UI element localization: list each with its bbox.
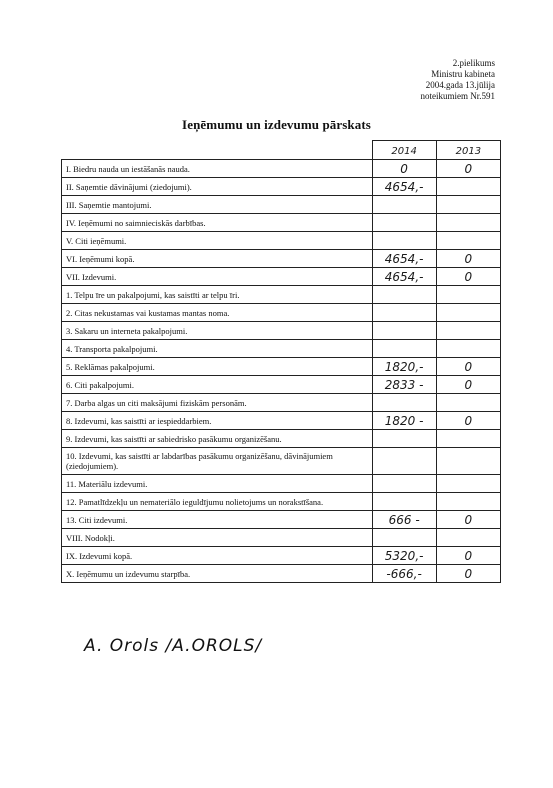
table-row xyxy=(62,412,501,430)
value-current-year: 4654,- xyxy=(372,250,436,268)
signature-text: A. Orols /A.OROLS/ xyxy=(84,636,263,656)
table-row xyxy=(62,340,501,358)
table-row xyxy=(62,529,501,547)
row-label: 12. Pamatlīdzekļu un nemateriālo ieguldījumu nolietojums un norakstīšana. xyxy=(62,493,373,511)
row-label: X. Ieņēmumu un izdevumu starpība. xyxy=(62,565,373,583)
row-label: VII. Izdevumi. xyxy=(62,268,373,286)
row-label: 10. Izdevumi, kas saistīti ar labdarības pasākumu organizēšanu, dāvinājumiem (ziedojumiem). xyxy=(62,448,373,475)
row-label: II. Saņemtie dāvinājumi (ziedojumi). xyxy=(62,178,373,196)
value-previous-year: 0 xyxy=(436,511,500,529)
table-row xyxy=(62,304,501,322)
value-current-year xyxy=(372,394,436,412)
row-label: 13. Citi izdevumi. xyxy=(62,511,373,529)
column-header-current-year xyxy=(372,141,436,160)
annex-note-line: Ministru kabineta xyxy=(431,69,495,79)
value-previous-year xyxy=(436,286,500,304)
value-previous-year: 0 xyxy=(436,160,500,178)
value-previous-year xyxy=(436,214,500,232)
value-current-year: 5320,- xyxy=(372,547,436,565)
column-header-previous-year xyxy=(436,141,500,160)
value-current-year xyxy=(372,430,436,448)
table-row xyxy=(62,322,501,340)
page-title: Ieņēmumu un izdevumu pārskats xyxy=(182,117,371,132)
value-previous-year xyxy=(436,475,500,493)
value-previous-year xyxy=(436,448,500,475)
value-current-year: 2833 - xyxy=(372,376,436,394)
value-current-year xyxy=(372,304,436,322)
table-row xyxy=(62,511,501,529)
table-header-row xyxy=(62,141,501,160)
value-previous-year xyxy=(436,394,500,412)
value-previous-year: 0 xyxy=(436,565,500,583)
value-current-year: 1820,- xyxy=(372,358,436,376)
row-label: 3. Sakaru un interneta pakalpojumi. xyxy=(62,322,373,340)
value-current-year xyxy=(372,340,436,358)
value-current-year: -666,- xyxy=(372,565,436,583)
table-row xyxy=(62,160,501,178)
row-label: 9. Izdevumi, kas saistīti ar sabiedrisko pasākumu organizēšanu. xyxy=(62,430,373,448)
value-previous-year xyxy=(436,529,500,547)
value-previous-year xyxy=(436,430,500,448)
value-current-year xyxy=(372,322,436,340)
table-row xyxy=(62,268,501,286)
value-current-year xyxy=(372,286,436,304)
row-label: 1. Telpu īre un pakalpojumi, kas saistīti ar telpu īri. xyxy=(62,286,373,304)
row-label: V. Citi ieņēmumi. xyxy=(62,232,373,250)
value-previous-year xyxy=(436,493,500,511)
value-current-year: 0 xyxy=(372,160,436,178)
value-current-year xyxy=(372,214,436,232)
row-label: IX. Izdevumi kopā. xyxy=(62,547,373,565)
value-previous-year: 0 xyxy=(436,376,500,394)
year-label: 2014 xyxy=(391,146,417,157)
value-current-year: 1820 - xyxy=(372,412,436,430)
row-label: IV. Ieņēmumi no saimnieciskās darbības. xyxy=(62,214,373,232)
table-row xyxy=(62,358,501,376)
row-label: VI. Ieņēmumi kopā. xyxy=(62,250,373,268)
table-row xyxy=(62,430,501,448)
row-label: 2. Citas nekustamas vai kustamas mantas noma. xyxy=(62,304,373,322)
annex-note-line: 2004.gada 13.jūlija xyxy=(425,80,495,90)
table-row xyxy=(62,232,501,250)
table-row xyxy=(62,286,501,304)
signature xyxy=(84,636,262,656)
row-label: 11. Materiālu izdevumi. xyxy=(62,475,373,493)
value-current-year xyxy=(372,196,436,214)
table-row xyxy=(62,394,501,412)
table-row xyxy=(62,214,501,232)
table-row xyxy=(62,178,501,196)
value-previous-year: 0 xyxy=(436,268,500,286)
table-row xyxy=(62,196,501,214)
row-label: 5. Reklāmas pakalpojumi. xyxy=(62,358,373,376)
value-previous-year: 0 xyxy=(436,358,500,376)
annex-note-line: 2.pielikums xyxy=(452,58,495,68)
value-current-year xyxy=(372,475,436,493)
value-previous-year: 0 xyxy=(436,250,500,268)
value-current-year: 4654,- xyxy=(372,178,436,196)
table-row xyxy=(62,547,501,565)
table-row xyxy=(62,475,501,493)
value-current-year: 666 - xyxy=(372,511,436,529)
table-row xyxy=(62,250,501,268)
value-previous-year xyxy=(436,232,500,250)
value-previous-year xyxy=(436,178,500,196)
value-previous-year xyxy=(436,322,500,340)
value-previous-year xyxy=(436,196,500,214)
value-previous-year: 0 xyxy=(436,547,500,565)
value-current-year: 4654,- xyxy=(372,268,436,286)
value-current-year xyxy=(372,232,436,250)
value-current-year xyxy=(372,529,436,547)
annex-note xyxy=(421,58,496,102)
row-label: 8. Izdevumi, kas saistīti ar iespieddarbiem. xyxy=(62,412,373,430)
table-row xyxy=(62,376,501,394)
row-label: 6. Citi pakalpojumi. xyxy=(62,376,373,394)
row-label: III. Saņemtie mantojumi. xyxy=(62,196,373,214)
value-current-year xyxy=(372,493,436,511)
row-label: VIII. Nodokļi. xyxy=(62,529,373,547)
row-label: 4. Transporta pakalpojumi. xyxy=(62,340,373,358)
row-label: 7. Darba algas un citi maksājumi fiziskām personām. xyxy=(62,394,373,412)
report-table xyxy=(61,140,501,583)
value-previous-year xyxy=(436,340,500,358)
table-row xyxy=(62,565,501,583)
annex-note-line: noteikumiem Nr.591 xyxy=(420,91,495,101)
year-label: 2013 xyxy=(455,146,482,157)
header-blank-cell xyxy=(62,141,373,160)
value-previous-year xyxy=(436,304,500,322)
table-row xyxy=(62,493,501,511)
value-current-year xyxy=(372,448,436,475)
table-row xyxy=(62,448,501,475)
row-label: I. Biedru nauda un iestāšanās nauda. xyxy=(62,160,373,178)
value-previous-year: 0 xyxy=(436,412,500,430)
